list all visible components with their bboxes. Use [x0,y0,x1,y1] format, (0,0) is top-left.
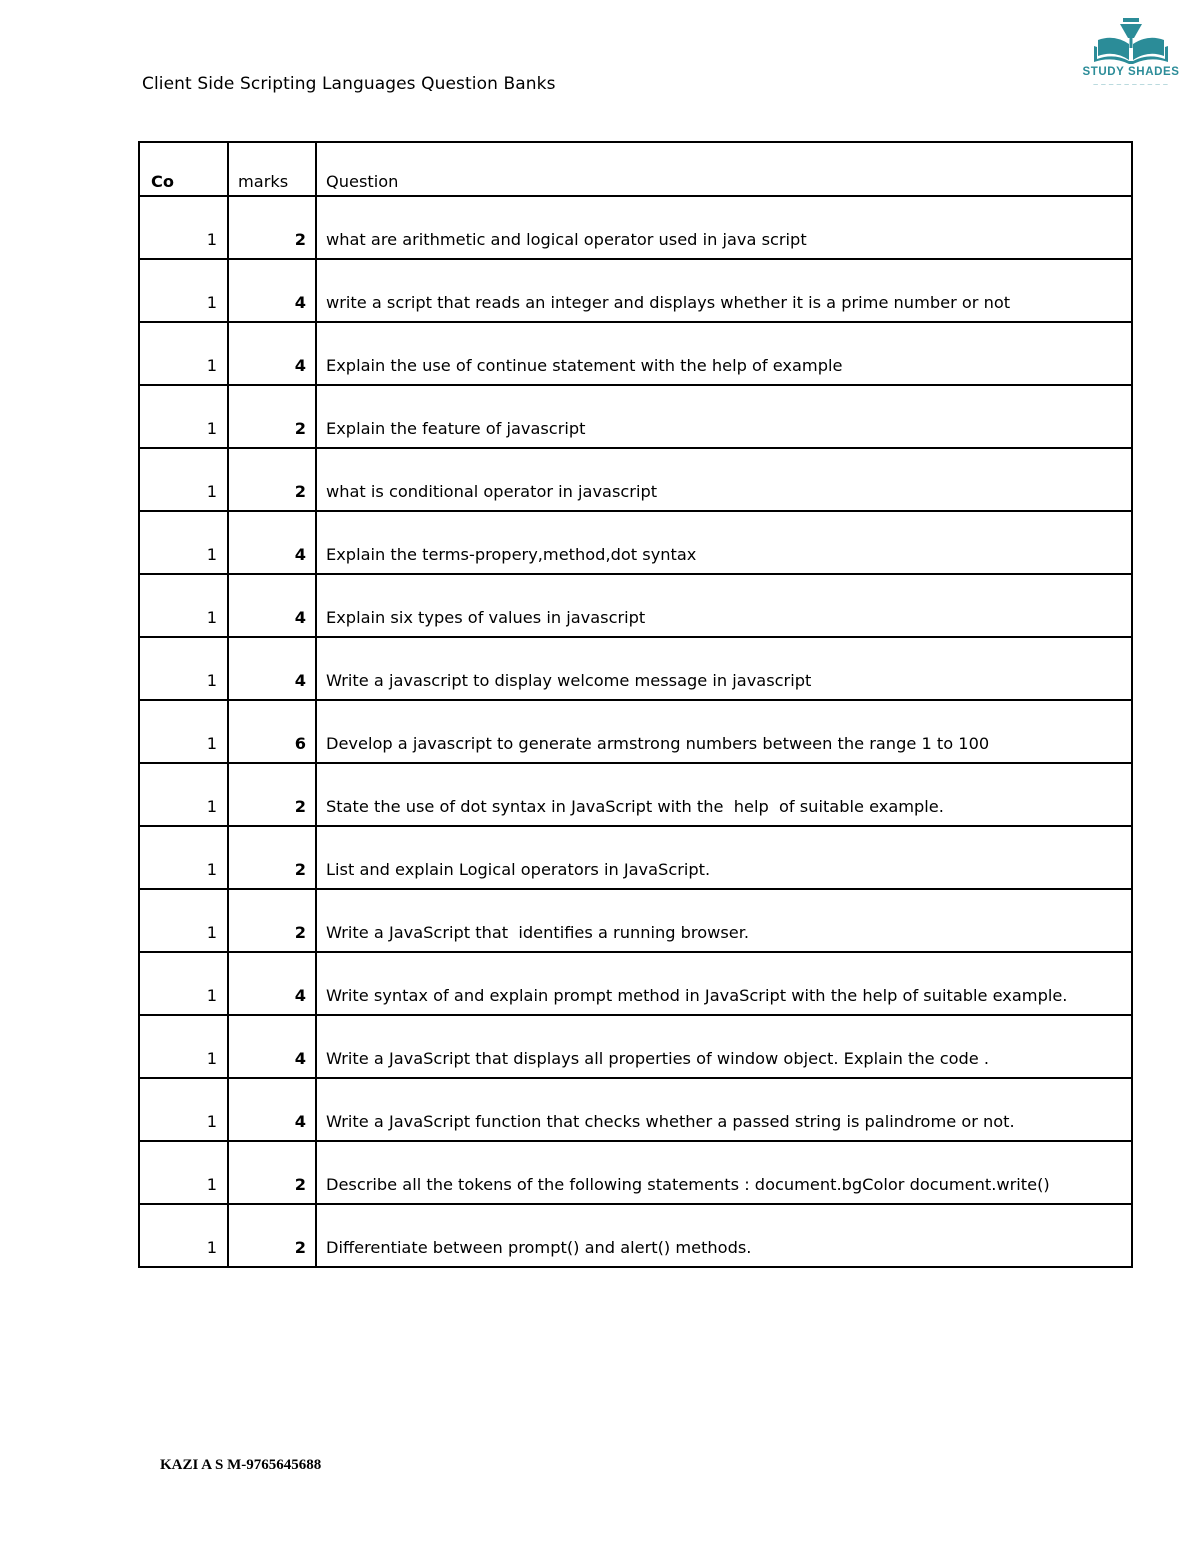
co-cell: 1 [139,1078,228,1141]
question-cell: Write syntax of and explain prompt method in JavaScript with the help of suitable example. [316,952,1132,1015]
table-row [139,196,1132,259]
question-cell: what is conditional operator in javascript [316,448,1132,511]
marks-cell: 2 [228,1141,316,1204]
header-marks: marks [228,142,316,196]
marks-cell: 4 [228,259,316,322]
co-cell: 1 [139,448,228,511]
question-cell: Write a JavaScript function that checks whether a passed string is palindrome or not. [316,1078,1132,1141]
co-cell: 1 [139,826,228,889]
table-row [139,700,1132,763]
document-title: Client Side Scripting Languages Question Banks [142,74,556,94]
table-row [139,385,1132,448]
marks-cell: 6 [228,700,316,763]
co-cell: 1 [139,889,228,952]
logo-tagline: — — — — — — — — — — [1093,82,1169,87]
table-row [139,763,1132,826]
co-cell: 1 [139,196,228,259]
table-row [139,1141,1132,1204]
table-row [139,511,1132,574]
question-cell: Explain the use of continue statement with the help of example [316,322,1132,385]
co-cell: 1 [139,322,228,385]
marks-cell: 4 [228,1015,316,1078]
table-row [139,1015,1132,1078]
table-row [139,574,1132,637]
study-shades-logo [1076,16,1186,90]
table-row [139,259,1132,322]
question-cell: what are arithmetic and logical operator used in java script [316,196,1132,259]
logo-wordmark: STUDY SHADES [1082,66,1180,78]
marks-cell: 2 [228,763,316,826]
co-cell: 1 [139,574,228,637]
co-cell: 1 [139,1204,228,1267]
co-cell: 1 [139,1141,228,1204]
table-row [139,826,1132,889]
marks-cell: 4 [228,1078,316,1141]
marks-cell: 4 [228,511,316,574]
co-cell: 1 [139,700,228,763]
marks-cell: 4 [228,637,316,700]
table-row [139,448,1132,511]
question-cell: write a script that reads an integer and displays whether it is a prime number or not [316,259,1132,322]
question-cell: Describe all the tokens of the following statements : document.bgColor document.write() [316,1141,1132,1204]
co-cell: 1 [139,1015,228,1078]
marks-cell: 2 [228,826,316,889]
co-cell: 1 [139,259,228,322]
table-row [139,637,1132,700]
question-cell: Explain the terms-propery,method,dot syntax [316,511,1132,574]
table-row [139,1078,1132,1141]
question-cell: Develop a javascript to generate armstrong numbers between the range 1 to 100 [316,700,1132,763]
question-cell: Write a JavaScript that identifies a running browser. [316,889,1132,952]
marks-cell: 4 [228,322,316,385]
header-co: Co [139,142,228,196]
co-cell: 1 [139,763,228,826]
question-bank-table [138,141,1133,1268]
question-cell: Write a JavaScript that displays all properties of window object. Explain the code . [316,1015,1132,1078]
table-header-row [139,142,1132,196]
question-cell: Differentiate between prompt() and alert() methods. [316,1204,1132,1267]
question-cell: State the use of dot syntax in JavaScript with the help of suitable example. [316,763,1132,826]
question-cell: List and explain Logical operators in JavaScript. [316,826,1132,889]
marks-cell: 4 [228,952,316,1015]
co-cell: 1 [139,511,228,574]
marks-cell: 2 [228,385,316,448]
header-question: Question [316,142,1132,196]
table-row [139,889,1132,952]
marks-cell: 2 [228,196,316,259]
marks-cell: 4 [228,574,316,637]
table-row [139,952,1132,1015]
footer-contact: KAZI A S M-9765645688 [160,1457,322,1473]
book-lamp-icon [1076,16,1186,68]
table-row [139,1204,1132,1267]
question-cell: Write a javascript to display welcome message in javascript [316,637,1132,700]
co-cell: 1 [139,637,228,700]
marks-cell: 2 [228,1204,316,1267]
question-cell: Explain six types of values in javascript [316,574,1132,637]
question-cell: Explain the feature of javascript [316,385,1132,448]
marks-cell: 2 [228,448,316,511]
co-cell: 1 [139,952,228,1015]
table-row [139,322,1132,385]
marks-cell: 2 [228,889,316,952]
co-cell: 1 [139,385,228,448]
